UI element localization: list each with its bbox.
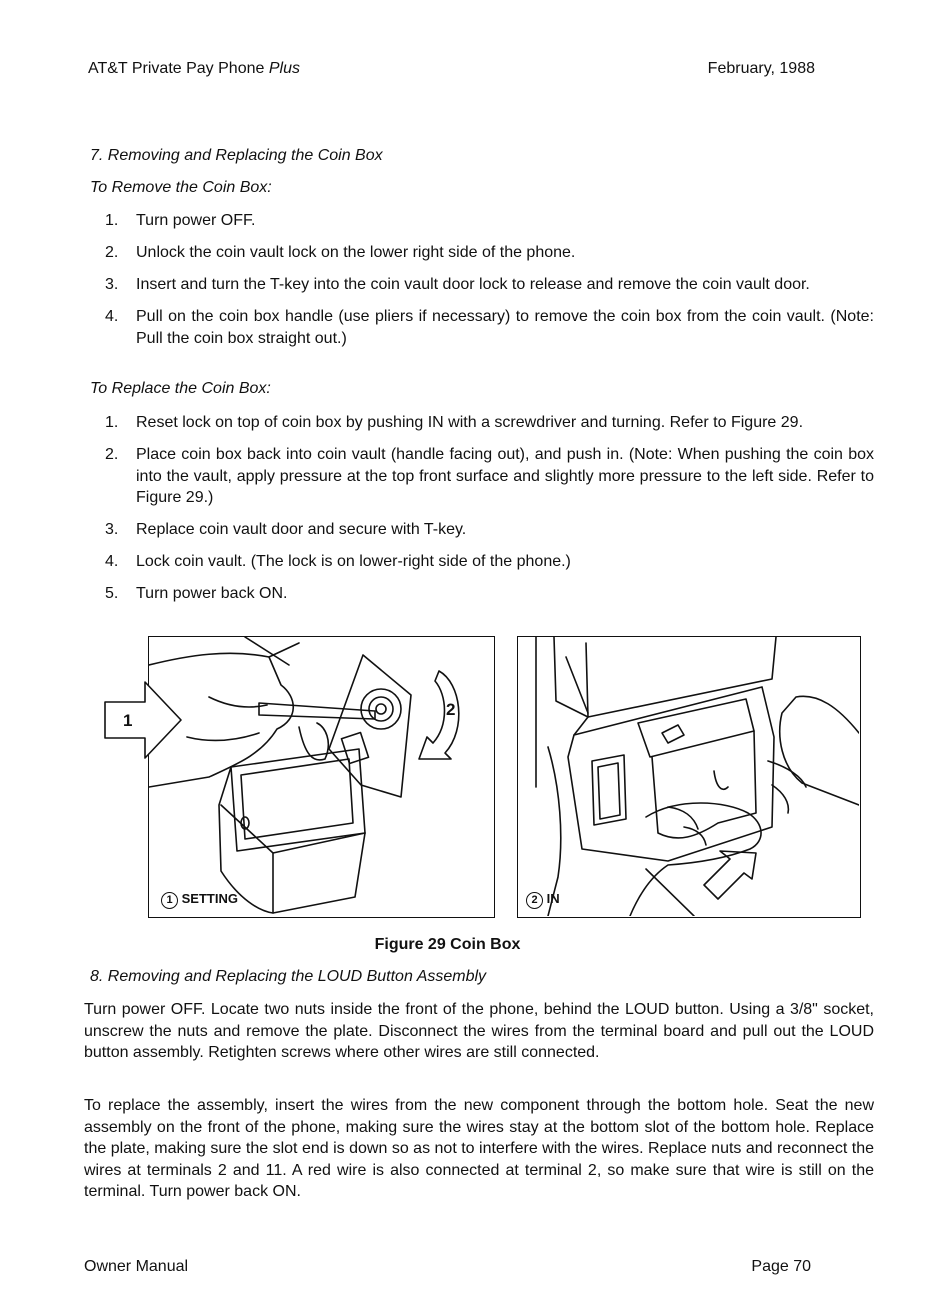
rotate-arrow-label: 2 [446,700,456,719]
remove-heading: To Remove the Coin Box: [90,179,272,196]
step-number: 1. [105,414,119,431]
footer-left: Owner Manual [84,1258,189,1275]
step-number: 3. [105,276,119,293]
step-text: Insert and turn the T-key into the coin vault door lock to release and remove the coin vault door. [136,276,810,293]
remove-steps-list [90,210,874,360]
coin-box-insert-illustration [518,637,859,916]
setting-label-text: SETTING [181,891,238,906]
push-arrow-icon [103,680,185,760]
figure-caption: Figure 29 Coin Box [374,936,521,953]
step-number: 1. [105,212,119,229]
step-number: 3. [105,521,119,538]
list-item [90,412,874,434]
in-label [526,891,560,909]
figure-panel-setting [148,636,495,918]
step-number: 4. [105,553,119,570]
step-number: 2. [105,446,119,463]
list-item [90,519,874,541]
section-8-paragraph-2: To replace the assembly, insert the wires from the new component through the bottom hole. Seat the new assembly on the front of the phone, making sure the wires stay at the bottom slot of the bottom hole. Replace the plate, making sure the slot end is down so as not to interfere with the wires. Replace nuts and reconnect the wires at terminals 2 and 11. A red wire is also connected at terminal 2, so make sure that wire is still on the terminal. Turn power back ON. [84,1097,874,1200]
list-item [90,274,874,296]
step-text: Turn power back ON. [136,585,288,602]
step-text: Reset lock on top of coin box by pushing IN with a screwdriver and turning. Refer to Figure 29. [136,414,804,431]
setting-label [161,891,238,909]
list-item [90,444,874,509]
step-text: Replace coin vault door and secure with T-key. [136,521,467,538]
step-text: Place coin box back into coin vault (handle facing out), and push in. (Note: When pushing the coin box into the vault, apply pressure at the top front surface and slightly more pressure to the left side. Refer to Figure 29.) [136,446,874,506]
step-text: Pull on the coin box handle (use pliers if necessary) to remove the coin box from the coin vault. (Note: Pull the coin box straight out.) [136,308,874,347]
in-number-badge: 2 [526,892,543,909]
list-item [90,551,874,573]
header-title [88,60,300,78]
header-product-em: Plus [268,60,300,77]
section-8-paragraph-1: Turn power OFF. Locate two nuts inside the front of the phone, behind the LOUD button. Using a 3/8" socket, unscrew the nuts and remove the plate. Disconnect the wires from the terminal board and pull out the LOUD button assembly. Retighten screws where other wires are still connected. [84,1001,874,1061]
step-text: Unlock the coin vault lock on the lower right side of the phone. [136,244,576,261]
section-8-title: 8. Removing and Replacing the LOUD Button Assembly [90,968,487,985]
replace-heading: To Replace the Coin Box: [90,380,271,397]
replace-steps-list [90,412,874,615]
list-item [90,306,874,349]
section-7-title: 7. Removing and Replacing the Coin Box [90,147,383,164]
step-text: Lock coin vault. (The lock is on lower-right side of the phone.) [136,553,571,570]
step-number: 5. [105,585,119,602]
list-item [90,210,874,232]
header-date: February, 1988 [707,60,815,77]
footer-page-number: Page 70 [751,1258,811,1275]
step-number: 4. [105,308,119,325]
list-item [90,242,874,264]
list-item [90,583,874,605]
coin-box-setting-illustration [149,637,493,916]
push-arrow-label: 1 [123,711,133,730]
figure-panel-in [517,636,861,918]
setting-number-badge: 1 [161,892,178,909]
step-text: Turn power OFF. [136,212,256,229]
in-label-text: IN [546,891,560,906]
header-product: AT&T Private Pay Phone [88,60,265,77]
step-number: 2. [105,244,119,261]
